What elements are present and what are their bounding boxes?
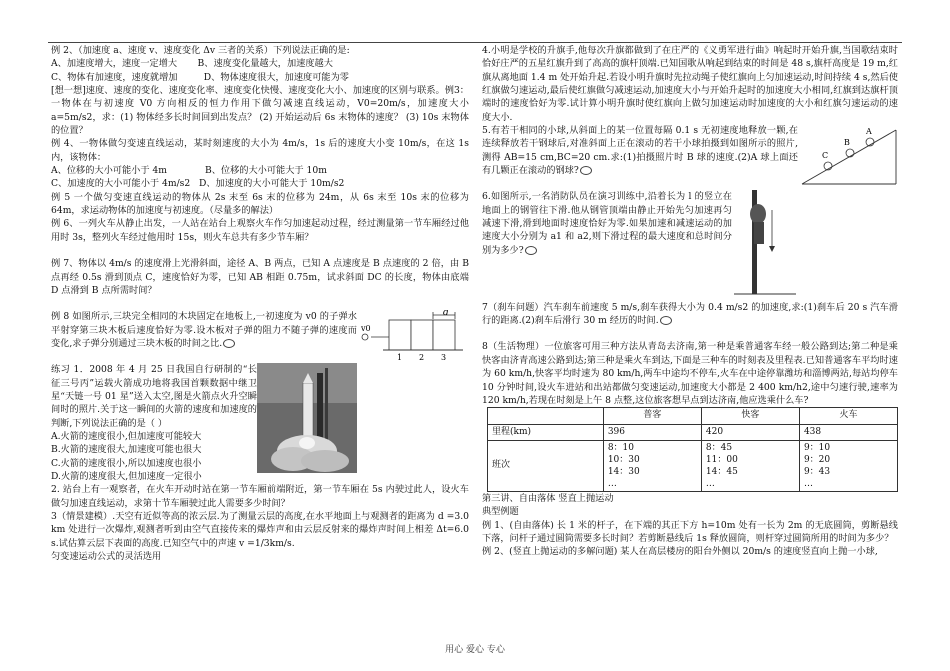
schedule-time: … — [705, 478, 715, 489]
schedule-time: 14：45 — [705, 466, 738, 477]
speaker-icon — [525, 246, 537, 255]
speaker-icon — [660, 316, 672, 325]
table-cell: 396 — [603, 424, 701, 440]
problem-6-text: 6.如图所示,一名消防队员在演习训练中,沿着长为 l 的竖立在地面上的钢管往下滑.他从钢管顶端由静止开始先匀加速再匀减速下滑,滑到地面时速度恰好为零.如果加速和减速运动的加速度大小分别为 a1 和 a2,则下滑过程的最大速度和总时间分别为多少? — [482, 191, 732, 256]
example-4: 例 4、一物体做匀变速直线运动，某时刻速度的大小为 4m/s，1s 后的速度大小变 10m/s，在这 1s 内，该物体： — [51, 138, 469, 163]
schedule-time: 10：30 — [607, 454, 640, 465]
table-cell: 420 — [701, 424, 799, 440]
exercise-1-option-d: D.火箭的速度很大,但加速度一定很小 — [51, 470, 202, 482]
problem-4: 4.小明是学校的升旗手,他每次升旗都做到了在庄严的《义勇军进行曲》响起时开始升旗,当国歌结束时恰好庄严的五星红旗升到了高高的旗杆顶端.已知国歌从响起到结束的时间是 48 s,旗杆高度是 19 m,红旗从离地面 1.4 m 处开始升起.若设小明升旗时先拉动绳子使红旗向上匀加速运动,时间持续 4 s,然后使红旗做匀速运动,最后使红旗做匀减速运动,加速度大小与开始升起时的加速度大小相同,红旗到达旗杆顶端时的速度恰好为零.试计算小明升旗时使红旗向上做匀加速运动时加速度的大小和红旗匀速运动的速度大小. — [482, 45, 898, 123]
top-rule — [48, 42, 902, 43]
problem-6 — [482, 190, 898, 257]
exercise-1-option-b: B.火箭的速度很大,加速度可能也很大 — [51, 444, 202, 456]
table-cell: 班次 — [488, 440, 604, 491]
example-2: 例 2、（加速度 a、速度 v、速度变化 Δv 三者的关系）下列说法正确的是: — [51, 45, 350, 56]
problem-5-text: 5.有若干相同的小球,从斜面上的某一位置每隔 0.1 s 无初速度地释放一颗,在连续释放若干钢球后,对准斜面上正在滚动的若干小球拍摄到如图所示的照片,测得 AB=15 cm,BC=20 cm.求:(1)拍摄照片时 B 球的速度.(2)A 球上面还有几颗正在滚动的钢球? — [482, 125, 798, 177]
table-cell — [701, 440, 799, 491]
speaker-icon — [223, 339, 235, 348]
schedule-time: 8：10 — [607, 442, 635, 453]
option-d: D、物体速度很大，加速度可能为零 — [203, 71, 349, 83]
incline-figure — [798, 126, 898, 194]
block-3-label: 3 — [441, 353, 447, 363]
table-cell: 438 — [799, 424, 897, 440]
exercise-1: 练习 1．2008 年 4 月 25 日我国自行研制的“长征三号丙”运载火箭成功地将我国首颗数据中继卫星“天链一号 01 星”送入太空,图是火箭点火升空瞬间时的照片.关于这一瞬间的火箭的速度和加速度的判断,下列说法正确的是（ ） — [51, 364, 257, 429]
schedule-time: 11：00 — [705, 454, 738, 465]
firefighter-pole-figure — [732, 190, 798, 300]
table-header-cell: 普客 — [603, 408, 701, 424]
distance-label: d — [443, 310, 449, 319]
table-header-cell: 快客 — [701, 408, 799, 424]
problem-8: 8（生活物理）一位旅客可用三种方法从青岛去济南,第一种是乘普通客车经一般公路到达;第二种是乘快客由济青高速公路到达;第三种是乘火车到达,下面是三种车的时刻表及里程表.已知普通客车平均时速为 60 km/h,快客平均时速为 80 km/h,两车中途均不停车,火车在中途停靠潍坊和淄博两站,每站均停车 10 分钟时间,设火车进站和出站都做匀变速运动,加速度大小都是 2 400 km/h2,途中匀速行驶,速率为 120 km/h,若现在时刻是上午 8 点整,这位旅客想早点到达济南,他应选乘什么车? — [482, 341, 898, 406]
option-d: D、加速度的大小可能大于 10m/s2 — [199, 178, 345, 190]
ball-a-label: A — [866, 127, 872, 137]
table-header-cell — [488, 408, 604, 424]
exercise-2: 2. 站台上有一观察者，在火车开动时站在第一节车厢前端附近，第一节车厢在 5s 内驶过此人，设火车做匀加速直线运动，求第十节车厢驶过此人需要多少时间？ — [51, 484, 469, 509]
table-row — [488, 440, 898, 491]
page-footer: 用心 爱心 专心 — [445, 645, 505, 655]
subsection-heading: 典型例题 — [482, 506, 519, 518]
option-b: B、速度变化量越大，加速度越大 — [197, 58, 333, 70]
example-2-options — [51, 57, 469, 84]
option-a: A、加速度增大，速度一定增大 — [51, 58, 178, 70]
example-5: 例 5 一个做匀变速直线运动的物体从 2s 末至 6s 末的位移为 24m，从 6s 末至 10s 末的位移为 64m，求运动物体的加速度与初速度。（尽量多的解法） — [51, 191, 469, 217]
table-header-row — [488, 408, 898, 424]
table-cell: 里程(km) — [488, 424, 604, 440]
rocket-photo — [257, 363, 357, 477]
schedule-time: … — [607, 478, 617, 489]
problem-7 — [482, 301, 898, 328]
v0-label: v0 — [361, 324, 371, 334]
option-b: B、位移的大小可能大于 10m — [204, 165, 327, 177]
exercise-3: 3（情景建模）.天空有近似等高的浓云层.为了测量云层的高度,在水平地面上与观测者的距离为 d =3.0 km 处进行一次爆炸,观测者听到由空气直接传来的爆炸声和由云层反射来的爆炸声时间上相差 Δt=6.0 s.试估算云层下表面的高度.已知空气中的声速 v =1/3km/s. — [51, 511, 469, 549]
schedule-time: 9：43 — [803, 466, 831, 477]
exercise-1-option-c: C.火箭的速度很小,所以加速度也很小 — [51, 457, 202, 469]
table-header-cell: 火车 — [799, 408, 897, 424]
right-column — [482, 44, 898, 559]
example-8-text: 例 8 如图所示,三块完全相同的木块固定在地板上,一初速度为 v0 的子弹水平射穿第三块木板后速度恰好为零.设木板对子弹的阻力不随子弹的速度而变化,求子弹分别通过三块木板的时间之比. — [51, 311, 357, 349]
option-c: C、加速度的大小可能小于 4m/s2 — [51, 178, 191, 190]
schedule-time: … — [803, 478, 813, 489]
ball-b-label: B — [844, 138, 850, 148]
problem-7-text: 7（刹车问题）汽车刹车前速度 5 m/s,刹车获得大小为 0.4 m/s2 的加速度,求:(1)刹车后 20 s 汽车滑行的距离.(2)刹车后滑行 30 m 经历的时间. — [482, 301, 898, 327]
schedule-time: 14：30 — [607, 466, 640, 477]
table-row — [488, 424, 898, 440]
option-a: A、位移的大小可能小于 4m — [51, 165, 167, 177]
speaker-icon — [580, 166, 592, 175]
table-cell — [799, 440, 897, 491]
section-heading: 第三讲、自由落体 竖直上抛运动 — [482, 492, 614, 504]
block-1-label: 1 — [397, 353, 403, 363]
example-7: 例 7、物体以 4m/s 的速度滑上光滑斜面，途径 A、B 两点，已知 A 点速度是 B 点速度的 2 倍，由 B 点再经 0.5s 滑到顶点 C，速度恰好为零，已知 AB 相距 0.75m，试求斜面 DC 的长度，物体由底端 D 点滑到 B 点所需时间？ — [51, 258, 469, 296]
timetable — [487, 407, 898, 492]
example-6: 例 6、一列火车从静止出发，一人站在站台上观察火车作匀加速起动过程，经过测量第一节车厢经过他用时 3s，整列火车经过他用时 15s，则火车总共有多少节车厢？ — [51, 218, 469, 243]
schedule-time: 8：45 — [705, 442, 733, 453]
option-c: C、物体有加速度，速度就增加 — [51, 71, 178, 83]
schedule-time: 9：20 — [803, 454, 831, 465]
example-3: [想一想]速度、速度的变化、速度变化率、速度变化快慢、速度变化大小、加速度的区别与联系。例3：一物体在与初速度 V0 方向相反的恒力作用下做匀减速直线运动，V0=20m/s，加速度大小a=5m/s2，求：(1) 物体经多长时间回到出发点？ (2) 开始运动后 6s 末物体的速度？ (3) 10s 末物体的位置？ — [51, 85, 469, 137]
section-note: 匀变速运动公式的灵活选用 — [51, 551, 162, 563]
exercise-1-option-a: A.火箭的速度很小,但加速度可能较大 — [51, 430, 202, 442]
table-cell — [603, 440, 701, 491]
free-fall-example-1: 例 1、(自由落体) 长 1 米的杆子，在下端的其正下方 h=10m 处有一长为 2m 的无底圆筒，剪断悬线下落，问杆子通过圆筒需要多长时间？若剪断悬线后 1s 释放圆筒，则杆穿过圆筒所用的时间为多少？ — [482, 519, 898, 544]
schedule-time: 9：10 — [803, 442, 831, 453]
example-4-options — [51, 164, 469, 191]
bullet-blocks-figure — [357, 310, 469, 366]
block-2-label: 2 — [419, 353, 425, 363]
free-fall-example-2: 例 2、(竖直上抛运动的多解问题) 某人在高层楼房的阳台外侧以 20m/s 的速度竖直向上抛一小球, — [482, 546, 878, 558]
ball-c-label: C — [822, 151, 829, 161]
left-column — [51, 44, 469, 563]
